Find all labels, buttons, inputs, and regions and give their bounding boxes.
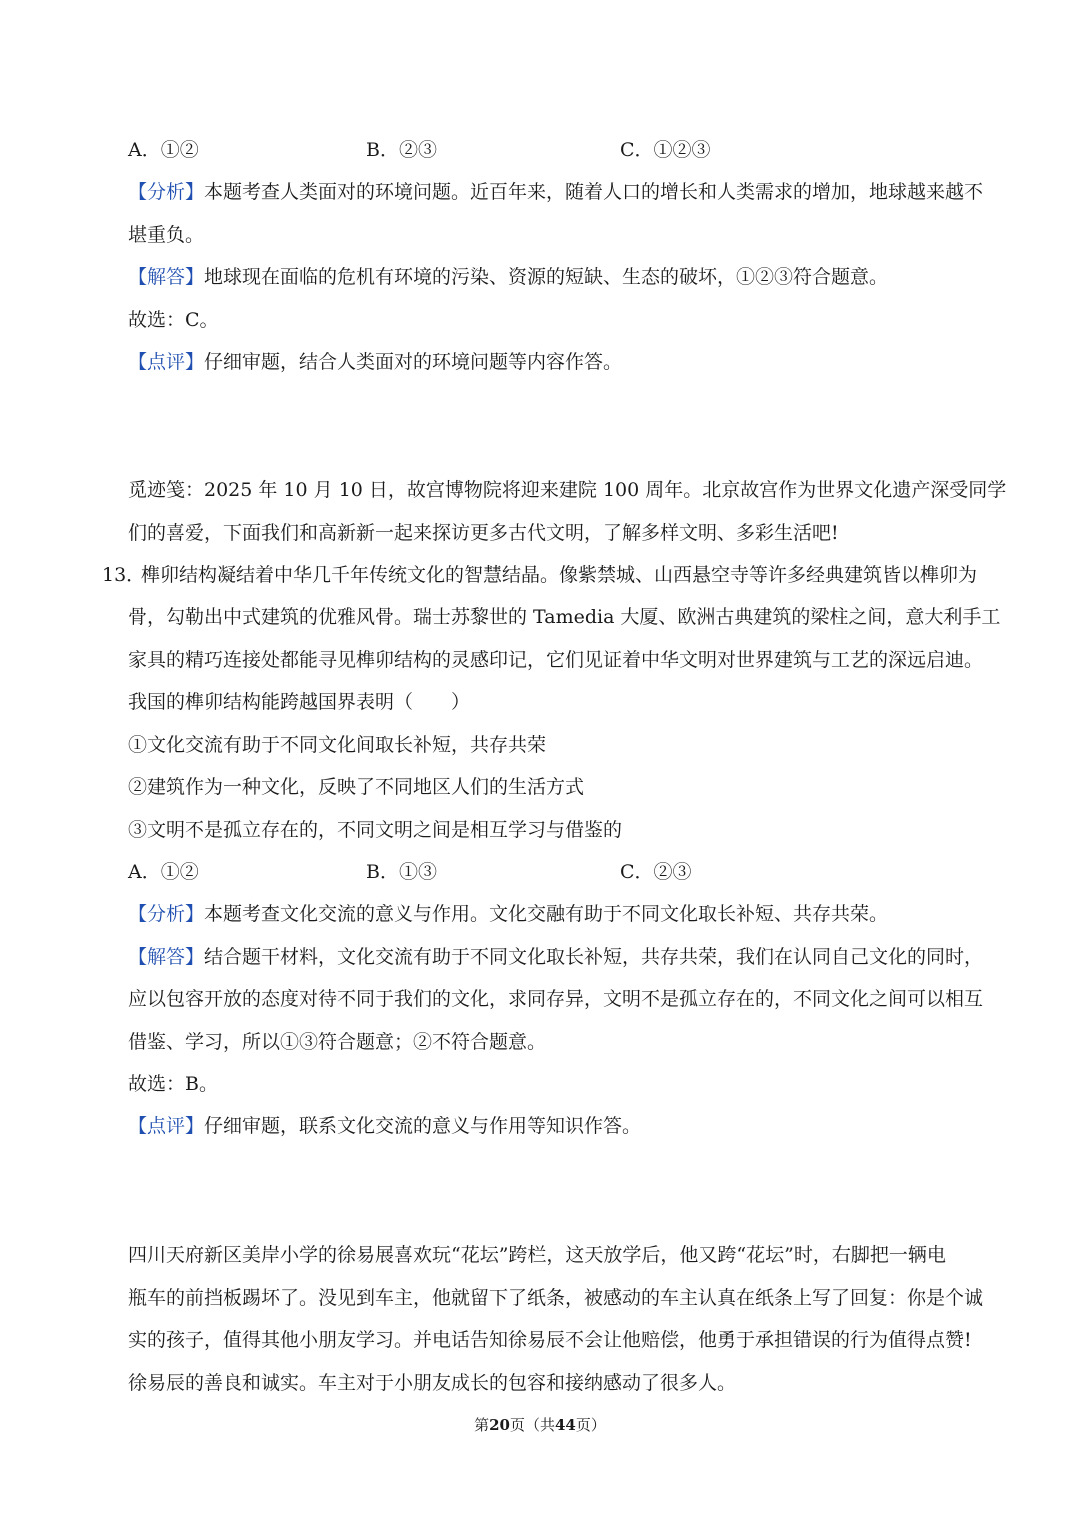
q13-answer-cont: 应以包容开放的态度对待不同于我们的文化，求同存异，文明不是孤立存在的，不同文化之间可以相互 (128, 988, 984, 1010)
comment-text: 仔细审题，联系文化交流的意义与作用等知识作答。 (204, 1115, 642, 1137)
q12-choice: 故选：C。 (128, 309, 219, 331)
passage-line: 瓶车的前挡板踢坏了。没见到车主，他就留下了纸条，被感动的车主认真在纸条上写了回复：你是个诚 (128, 1287, 984, 1309)
answer-tag: 【解答】 (128, 266, 205, 288)
answer-text: 结合题干材料，文化交流有助于不同文化取长补短，共存共荣，我们在认同自己文化的同时， (204, 946, 984, 968)
q13-option-b: B．①③ (366, 861, 437, 883)
q12-answer (128, 265, 888, 289)
page-footer (0, 1415, 1080, 1435)
answer-tag: 【解答】 (128, 946, 205, 968)
q12-option-b: B．②③ (366, 139, 437, 161)
q13-stem-line: 家具的精巧连接处都能寻见榫卯结构的灵感印记，它们见证着中华文明对世界建筑与工艺的深远启迪。 (128, 649, 984, 671)
intro-line: 觅迹笺：2025 年 10 月 10 日，故宫博物院将迎来建院 100 周年。北京故宫作为世界文化遗产深受同学 (128, 479, 1007, 501)
q13-statement: ②建筑作为一种文化，反映了不同地区人们的生活方式 (128, 776, 585, 798)
q12-analysis-cont: 堪重负。 (128, 224, 205, 246)
q12-comment (128, 350, 622, 374)
q12-option-a: A．①② (128, 139, 199, 161)
q13-answer (128, 945, 983, 969)
q12-analysis (128, 180, 983, 204)
q13-choice: 故选：B。 (128, 1073, 218, 1095)
analysis-tag: 【分析】 (128, 903, 205, 925)
comment-tag: 【点评】 (128, 351, 205, 373)
answer-text: 地球现在面临的危机有环境的污染、资源的短缺、生态的破坏，①②③符合题意。 (204, 266, 889, 288)
q13-option-c: C．②③ (620, 861, 692, 883)
footer-page-number: 20 (489, 1416, 510, 1434)
comment-text: 仔细审题，结合人类面对的环境问题等内容作答。 (204, 351, 623, 373)
footer-suffix: 页） (575, 1416, 606, 1434)
q13-option-a: A．①② (128, 861, 199, 883)
q13-statement: ③文明不是孤立存在的，不同文明之间是相互学习与借鉴的 (128, 819, 623, 841)
footer-prefix: 第 (474, 1416, 490, 1434)
q12-option-c: C．①②③ (620, 139, 711, 161)
analysis-tag: 【分析】 (128, 181, 205, 203)
footer-total-pages: 44 (555, 1416, 576, 1434)
analysis-text: 本题考查文化交流的意义与作用。文化交融有助于不同文化取长补短、共存共荣。 (204, 903, 889, 925)
q13-number: 13． (102, 564, 146, 586)
q13-answer-cont: 借鉴、学习，所以①③符合题意；②不符合题意。 (128, 1031, 547, 1053)
footer-middle: 页（共 (509, 1416, 555, 1434)
q13-stem-line: 我国的榫卯结构能跨越国界表明（ ） (128, 691, 471, 713)
q13-stem-line: 骨，勾勒出中式建筑的优雅风骨。瑞士苏黎世的 Tamedia 大厦、欧洲古典建筑的梁柱之间，意大利手工 (128, 606, 1001, 628)
q13-comment (128, 1114, 641, 1138)
passage-line: 实的孩子，值得其他小朋友学习。并电话告知徐易辰不会让他赔偿，他勇于承担错误的行为值得点赞! (128, 1329, 972, 1351)
q13-analysis (128, 902, 888, 926)
q13-statement: ①文化交流有助于不同文化间取长补短，共存共荣 (128, 734, 547, 756)
intro-line: 们的喜爱，下面我们和高新新一起来探访更多古代文明，了解多样文明、多彩生活吧! (128, 522, 839, 544)
q13-stem-line: 榫卯结构凝结着中华几千年传统文化的智慧结晶。像紫禁城、山西悬空寺等许多经典建筑皆以榫卯为 (141, 564, 978, 586)
analysis-text: 本题考查人类面对的环境问题。近百年来，随着人口的增长和人类需求的增加，地球越来越不 (204, 181, 984, 203)
comment-tag: 【点评】 (128, 1115, 205, 1137)
passage-line: 四川天府新区美岸小学的徐易展喜欢玩“花坛”跨栏，这天放学后，他又跨“花坛”时，右脚把一辆电 (128, 1244, 946, 1266)
passage-line: 徐易辰的善良和诚实。车主对于小朋友成长的包容和接纳感动了很多人。 (128, 1372, 737, 1394)
